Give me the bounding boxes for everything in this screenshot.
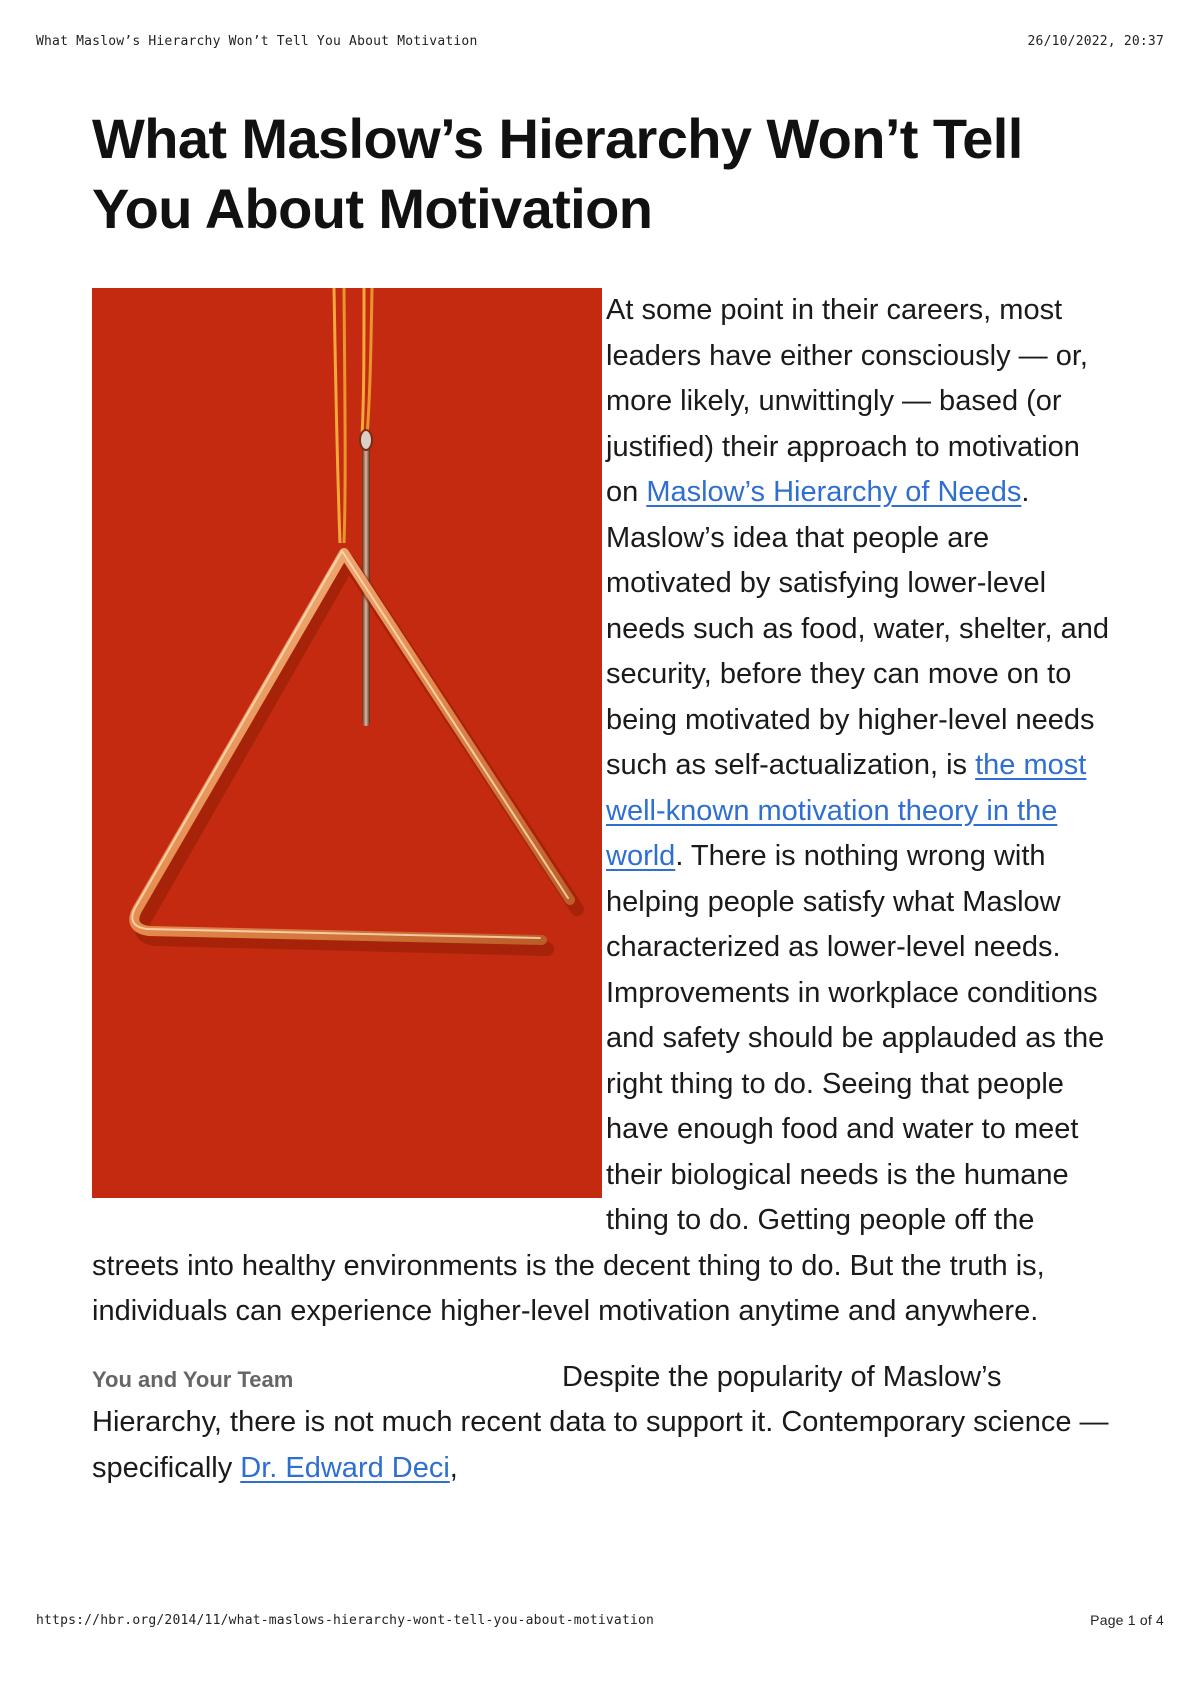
print-header <box>36 34 1164 49</box>
hero-image-triangle <box>92 288 602 1198</box>
print-header-title: What Maslow’s Hierarchy Won’t Tell You About Motivation <box>36 34 478 49</box>
paragraph-2-text-a: Despite the popularity of Maslow’s Hierarchy, there is not much recent data to support it. Contemporary science — specifically <box>92 1360 1109 1484</box>
article-paragraph-1 <box>92 288 1112 1335</box>
paragraph-1-text-a: At some point in their careers, most leaders have either consciously — or, more likely, unwittingly — based (or justified) their approach to motivation on <box>606 294 1088 508</box>
print-footer-url: https://hbr.org/2014/11/what-maslows-hierarchy-wont-tell-you-about-motivation <box>36 1612 655 1628</box>
paragraph-2-text-b: , <box>449 1451 458 1484</box>
print-footer <box>36 1612 1164 1628</box>
print-header-datetime: 26/10/2022, 20:37 <box>1027 34 1164 49</box>
article-title: What Maslow’s Hierarchy Won’t Tell You About Motivation <box>92 107 1023 240</box>
article <box>92 104 1112 1491</box>
triangle-illustration <box>92 288 602 1198</box>
page-number: Page 1 of 4 <box>1090 1612 1164 1628</box>
paragraph-1-text-c: . There is nothing wrong with helping people satisfy what Maslow characterized as lower-level needs. Improvements in workplace conditions and safety should be applauded as the right thing to do. Seeing that people have enough food and water to meet their biological needs is the humane thing to do. Getting people off the streets into healthy environments is the decent thing to do. But the truth is, individuals can experience higher-level motivation anytime and anywhere. <box>92 840 1105 1327</box>
paragraph-1-text-b: . Maslow’s idea that people are motivated by satisfying lower-level needs such as food, water, shelter, and security, before they can move on to being motivated by higher-level needs such as self-actualization, is <box>606 476 1109 781</box>
article-paragraph-2 <box>92 1355 1112 1492</box>
section-label[interactable]: You and Your Team <box>92 1366 294 1392</box>
link-most-well-known-theory[interactable]: the most well-known motivation theory in the world <box>606 749 1087 872</box>
link-maslows-hierarchy[interactable]: Maslow’s Hierarchy of Needs <box>646 476 1022 508</box>
link-edward-deci[interactable]: Dr. Edward Deci <box>240 1451 450 1484</box>
